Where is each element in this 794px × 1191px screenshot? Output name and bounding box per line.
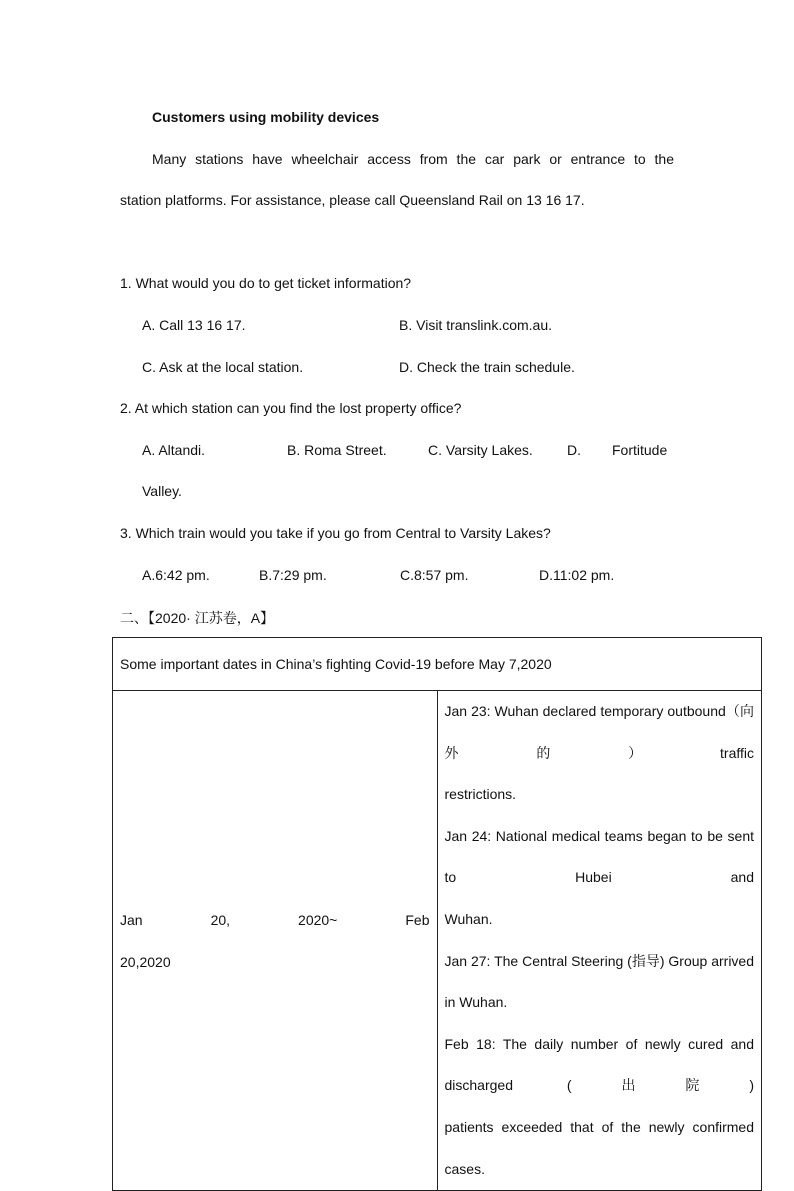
question-2-option-c: C. Varsity Lakes. (428, 442, 533, 458)
question-1-option-b: B. Visit translink.com.au. (399, 317, 553, 333)
event-line: Jan 23: Wuhan declared temporary outbound（向外的）traffic (444, 703, 754, 761)
passage-paragraph-line-2: station platforms. For assistance, please call Queensland Rail on 13 16 17. (120, 192, 585, 208)
section-heading: 二、【2020· 江苏卷，A】 (120, 610, 275, 626)
question-1-stem: 1. What would you do to get ticket information? (120, 275, 412, 291)
table-body-row (113, 691, 762, 1191)
events-list (445, 691, 755, 1190)
event-item (445, 941, 755, 1024)
question-3-option-a: A.6:42 pm. (142, 567, 210, 583)
event-line: Wuhan. (444, 910, 493, 927)
event-item (445, 691, 755, 816)
question-2-option-d-text: Fortitude (612, 442, 668, 458)
event-line: restrictions. (444, 786, 517, 803)
period-line-2: 20,2020 (120, 953, 171, 970)
event-line: Jan 24: National medical teams began to be sent to Hubei and (444, 827, 754, 886)
event-line: patients exceeded that of the newly confirmed cases. (444, 1118, 754, 1177)
event-item (445, 816, 755, 941)
period-text (120, 899, 430, 983)
question-2-stem: 2. At which station can you find the lost property office? (120, 400, 462, 416)
event-item (445, 1024, 755, 1190)
event-line: Feb 18: The daily number of newly cured and discharged (出院) (444, 1035, 754, 1094)
question-3-stem: 3. Which train would you take if you go from Central to Varsity Lakes? (120, 525, 551, 541)
table-header-cell (113, 638, 762, 691)
question-1-option-d: D. Check the train schedule. (399, 359, 575, 375)
question-1-option-c: C. Ask at the local station. (142, 359, 304, 375)
passage-subheading: Customers using mobility devices (152, 109, 380, 125)
table-header-row (113, 638, 762, 691)
question-3-option-b: B.7:29 pm. (259, 567, 327, 583)
question-2-option-b: B. Roma Street. (287, 442, 387, 458)
question-1-option-a: A. Call 13 16 17. (142, 317, 246, 333)
question-2-option-d-letter: D. (567, 442, 581, 458)
covid-dates-table (112, 637, 762, 1191)
period-cell (113, 691, 438, 1191)
events-cell (437, 691, 762, 1191)
question-2-option-a: A. Altandi. (142, 442, 206, 458)
passage-paragraph-line-1: Many stations have wheelchair access from the car park or entrance to the (152, 151, 674, 167)
table-header-text: Some important dates in China’s fighting Covid-19 before May 7,2020 (120, 656, 552, 672)
question-3-option-d: D.11:02 pm. (539, 567, 615, 583)
question-3-option-c: C.8:57 pm. (400, 567, 469, 583)
question-2-option-d-continued: Valley. (142, 483, 182, 499)
period-line-1: Jan 20, 2020~ Feb (120, 911, 430, 928)
event-line: Jan 27: The Central Steering (指导) Group arrived in Wuhan. (444, 952, 754, 1011)
